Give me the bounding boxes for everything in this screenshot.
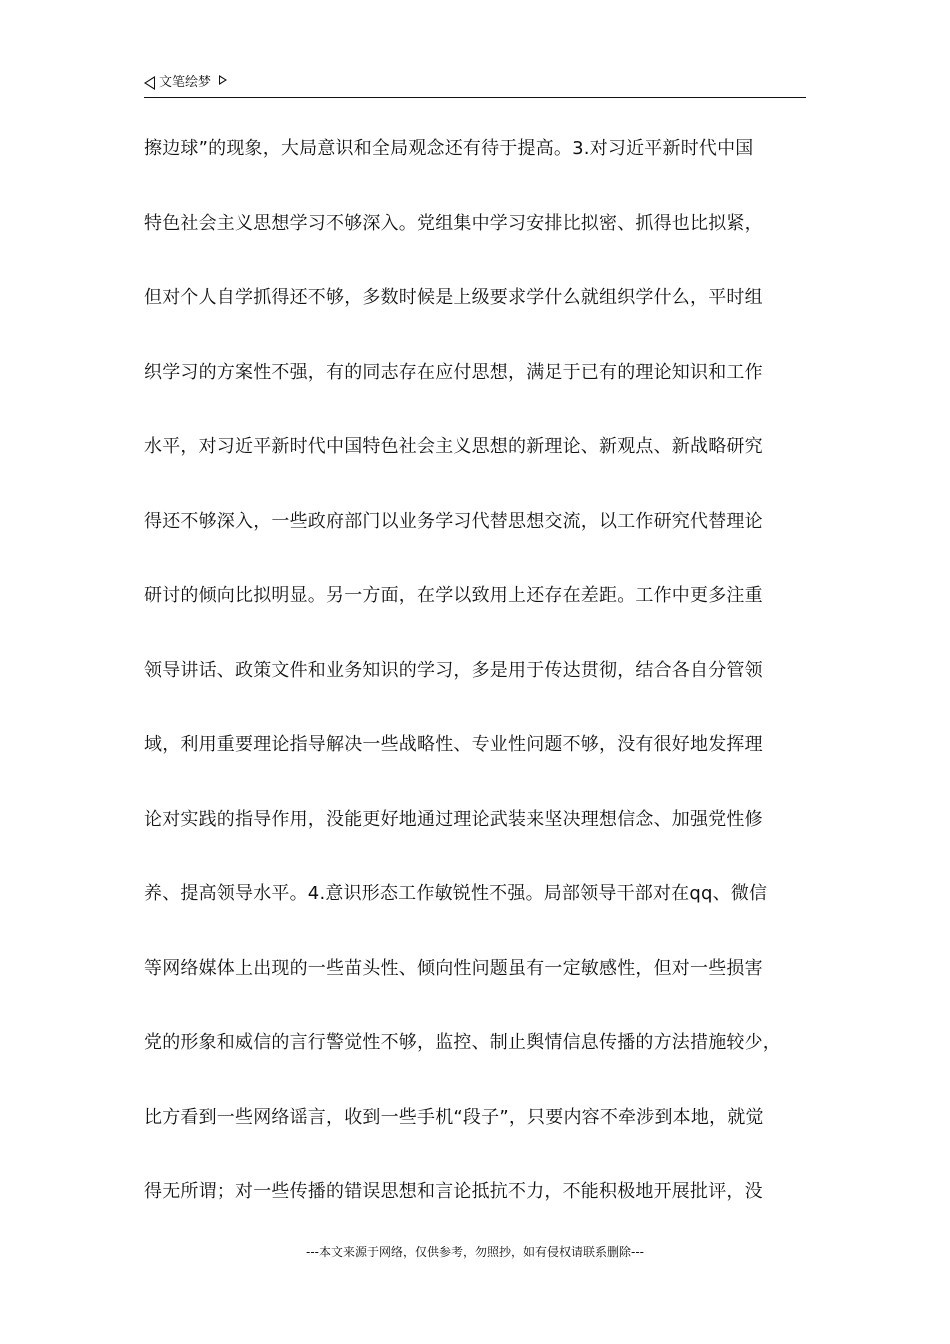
text-line: 研讨的倾向比拟明显。另一方面，在学以致用上还存在差距。工作中更多注重 [144,585,763,606]
text-line: 等网络媒体上出现的一些苗头性、倾向性问题虽有一定敏感性，但对一些损害 [144,957,763,979]
text-line: 织学习的方案性不强，有的同志存在应付思想，满足于已有的理论知识和工作 [144,361,763,383]
page-header [144,72,806,98]
text-line: 领导讲话、政策文件和业务知识的学习，多是用于传达贯彻，结合各自分管领 [144,659,763,681]
text-line: 特色社会主义思想学习不够深入。党组集中学习安排比拟密、抓得也比拟紧， [144,212,763,234]
header-divider [144,97,806,98]
text-line: 比方看到一些网络谣言，收到一些手机“段子”，只要内容不牵涉到本地，就觉 [144,1106,764,1128]
text-line: 但对个人自学抓得还不够，多数时候是上级要求学什么就组织学什么，平时组 [144,287,763,308]
text-line: 论对实践的指导作用，没能更好地通过理论武装来坚决理想信念、加强党性修 [144,808,763,830]
text-line: 擦边球”的现象，大局意识和全局观念还有待于提高。3.对习近平新时代中国 [144,138,754,159]
document-body [144,132,814,1250]
text-line: 域，利用重要理论指导解决一些战略性、专业性问题不够，没有很好地发挥理 [144,734,763,755]
text-line: 养、提高领导水平。4.意识形态工作敏锐性不强。局部领导干部对在qq、微信 [144,883,768,904]
left-triangle-icon [144,76,155,90]
header-title: 文笔绘梦 [159,75,212,90]
header-brand [144,74,227,92]
text-line: 党的形象和威信的言行警觉性不够，监控、制止舆情信息传播的方法措施较少， [144,1032,781,1053]
page-footer: ---本文来源于网络，仅供参考，勿照抄，如有侵权请联系删除--- [306,1245,644,1259]
right-triangle-icon [219,75,227,85]
text-line: 得还不够深入，一些政府部门以业务学习代替思想交流，以工作研究代替理论 [144,510,763,532]
text-line: 得无所谓；对一些传播的错误思想和言论抵抗不力，不能积极地开展批评，没 [144,1181,763,1202]
text-line: 水平，对习近平新时代中国特色社会主义思想的新理论、新观点、新战略研究 [144,436,763,457]
